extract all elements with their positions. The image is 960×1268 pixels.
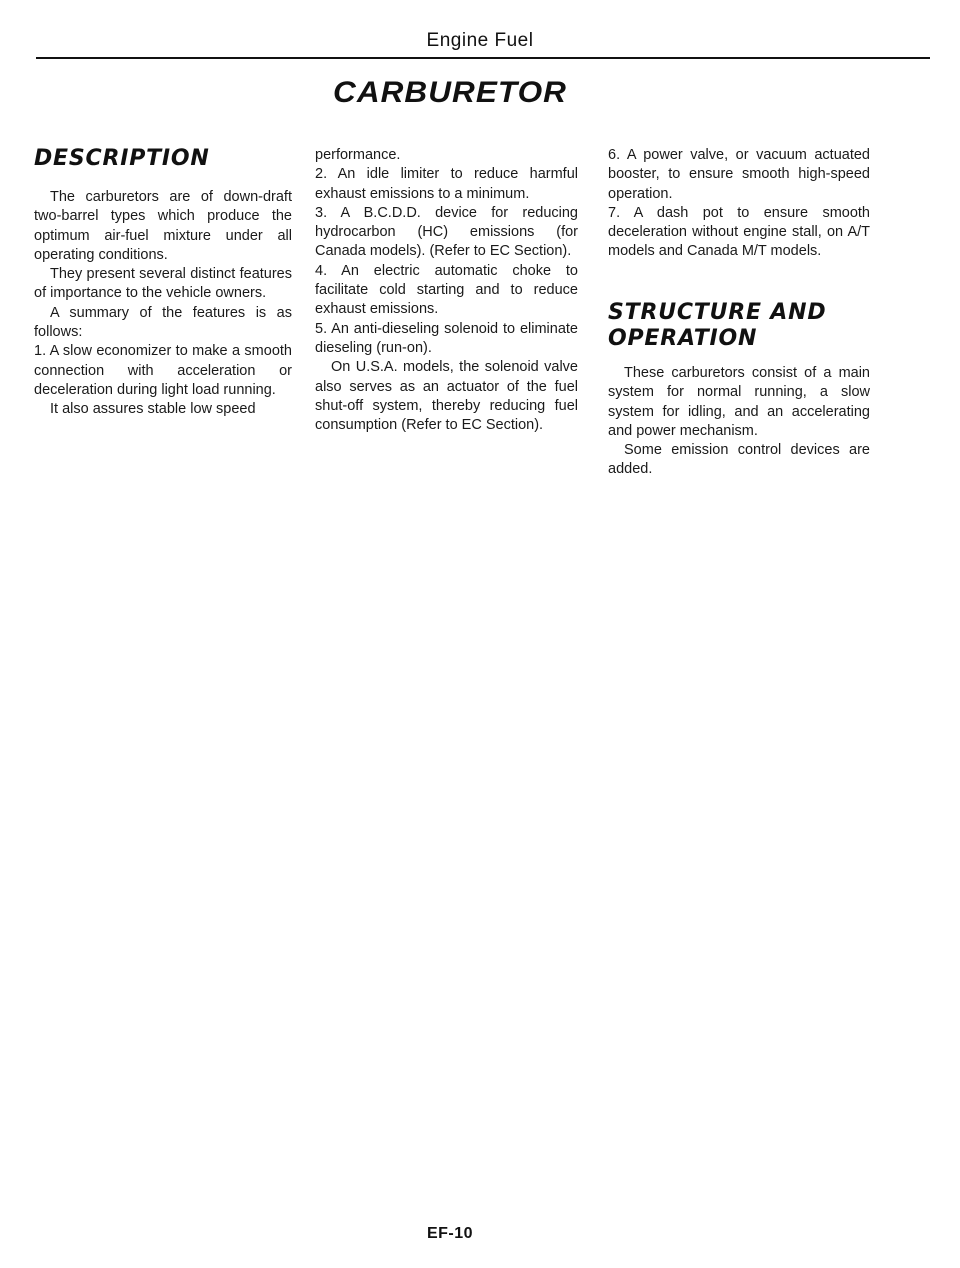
feature-item: 6. A power valve, or vacuum actuated booster, to ensure smooth high-speed operation. [608,147,870,202]
structure-paragraph: These carburetors consist of a main system for normal running, a slow system for idling, and an accelerating and power mechanism. [608,365,870,439]
structure-paragraph: Some emission control devices are added. [608,442,870,478]
feature-item: 4. An electric automatic choke to facilitate cold starting and to reduce exhaust emissions. [315,262,578,318]
structure-heading-line1: STRUCTURE AND [608,300,827,325]
header-rule [36,57,930,59]
structure-heading [608,300,908,352]
feature-item: On U.S.A. models, the solenoid valve also serves as an actuator of the fuel shut-off system, thereby reducing fuel consumption (Refer to EC Section). [315,359,578,434]
description-paragraph: It also assures stable low speed [50,401,256,418]
description-paragraph: The carburetors are of down-draft two-barrel types which produce the optimum air-fuel mixture under all operating conditions. [34,189,292,263]
running-head: Engine Fuel [426,30,534,51]
description-heading: DESCRIPTION [34,146,210,171]
page-title: CARBURETOR [333,76,567,109]
description-paragraph: They present several distinct features of importance to the vehicle owners. [34,266,292,302]
page-number: EF-10 [426,1225,474,1242]
column-description [34,146,292,420]
column-features [315,146,578,435]
feature-item: 1. A slow economizer to make a smooth connection with acceleration or deceleration during light load running. [34,343,292,398]
structure-heading-line2: OPERATION [608,326,758,351]
feature-item: 2. An idle limiter to reduce harmful exhaust emissions to a minimum. [315,166,578,202]
description-paragraph: A summary of the features is as follows: [34,304,292,341]
column-features-end [608,146,870,262]
feature-item: performance. [315,147,401,163]
feature-item: 3. A B.C.D.D. device for reducing hydrocarbon (HC) emissions (for Canada models). (Refer to EC Section). [315,204,578,260]
column-structure [608,364,870,480]
feature-item: 7. A dash pot to ensure smooth deceleration without engine stall, on A/T models and Canada M/T models. [608,204,870,260]
feature-item: 5. An anti-dieseling solenoid to eliminate dieseling (run-on). [315,320,578,356]
